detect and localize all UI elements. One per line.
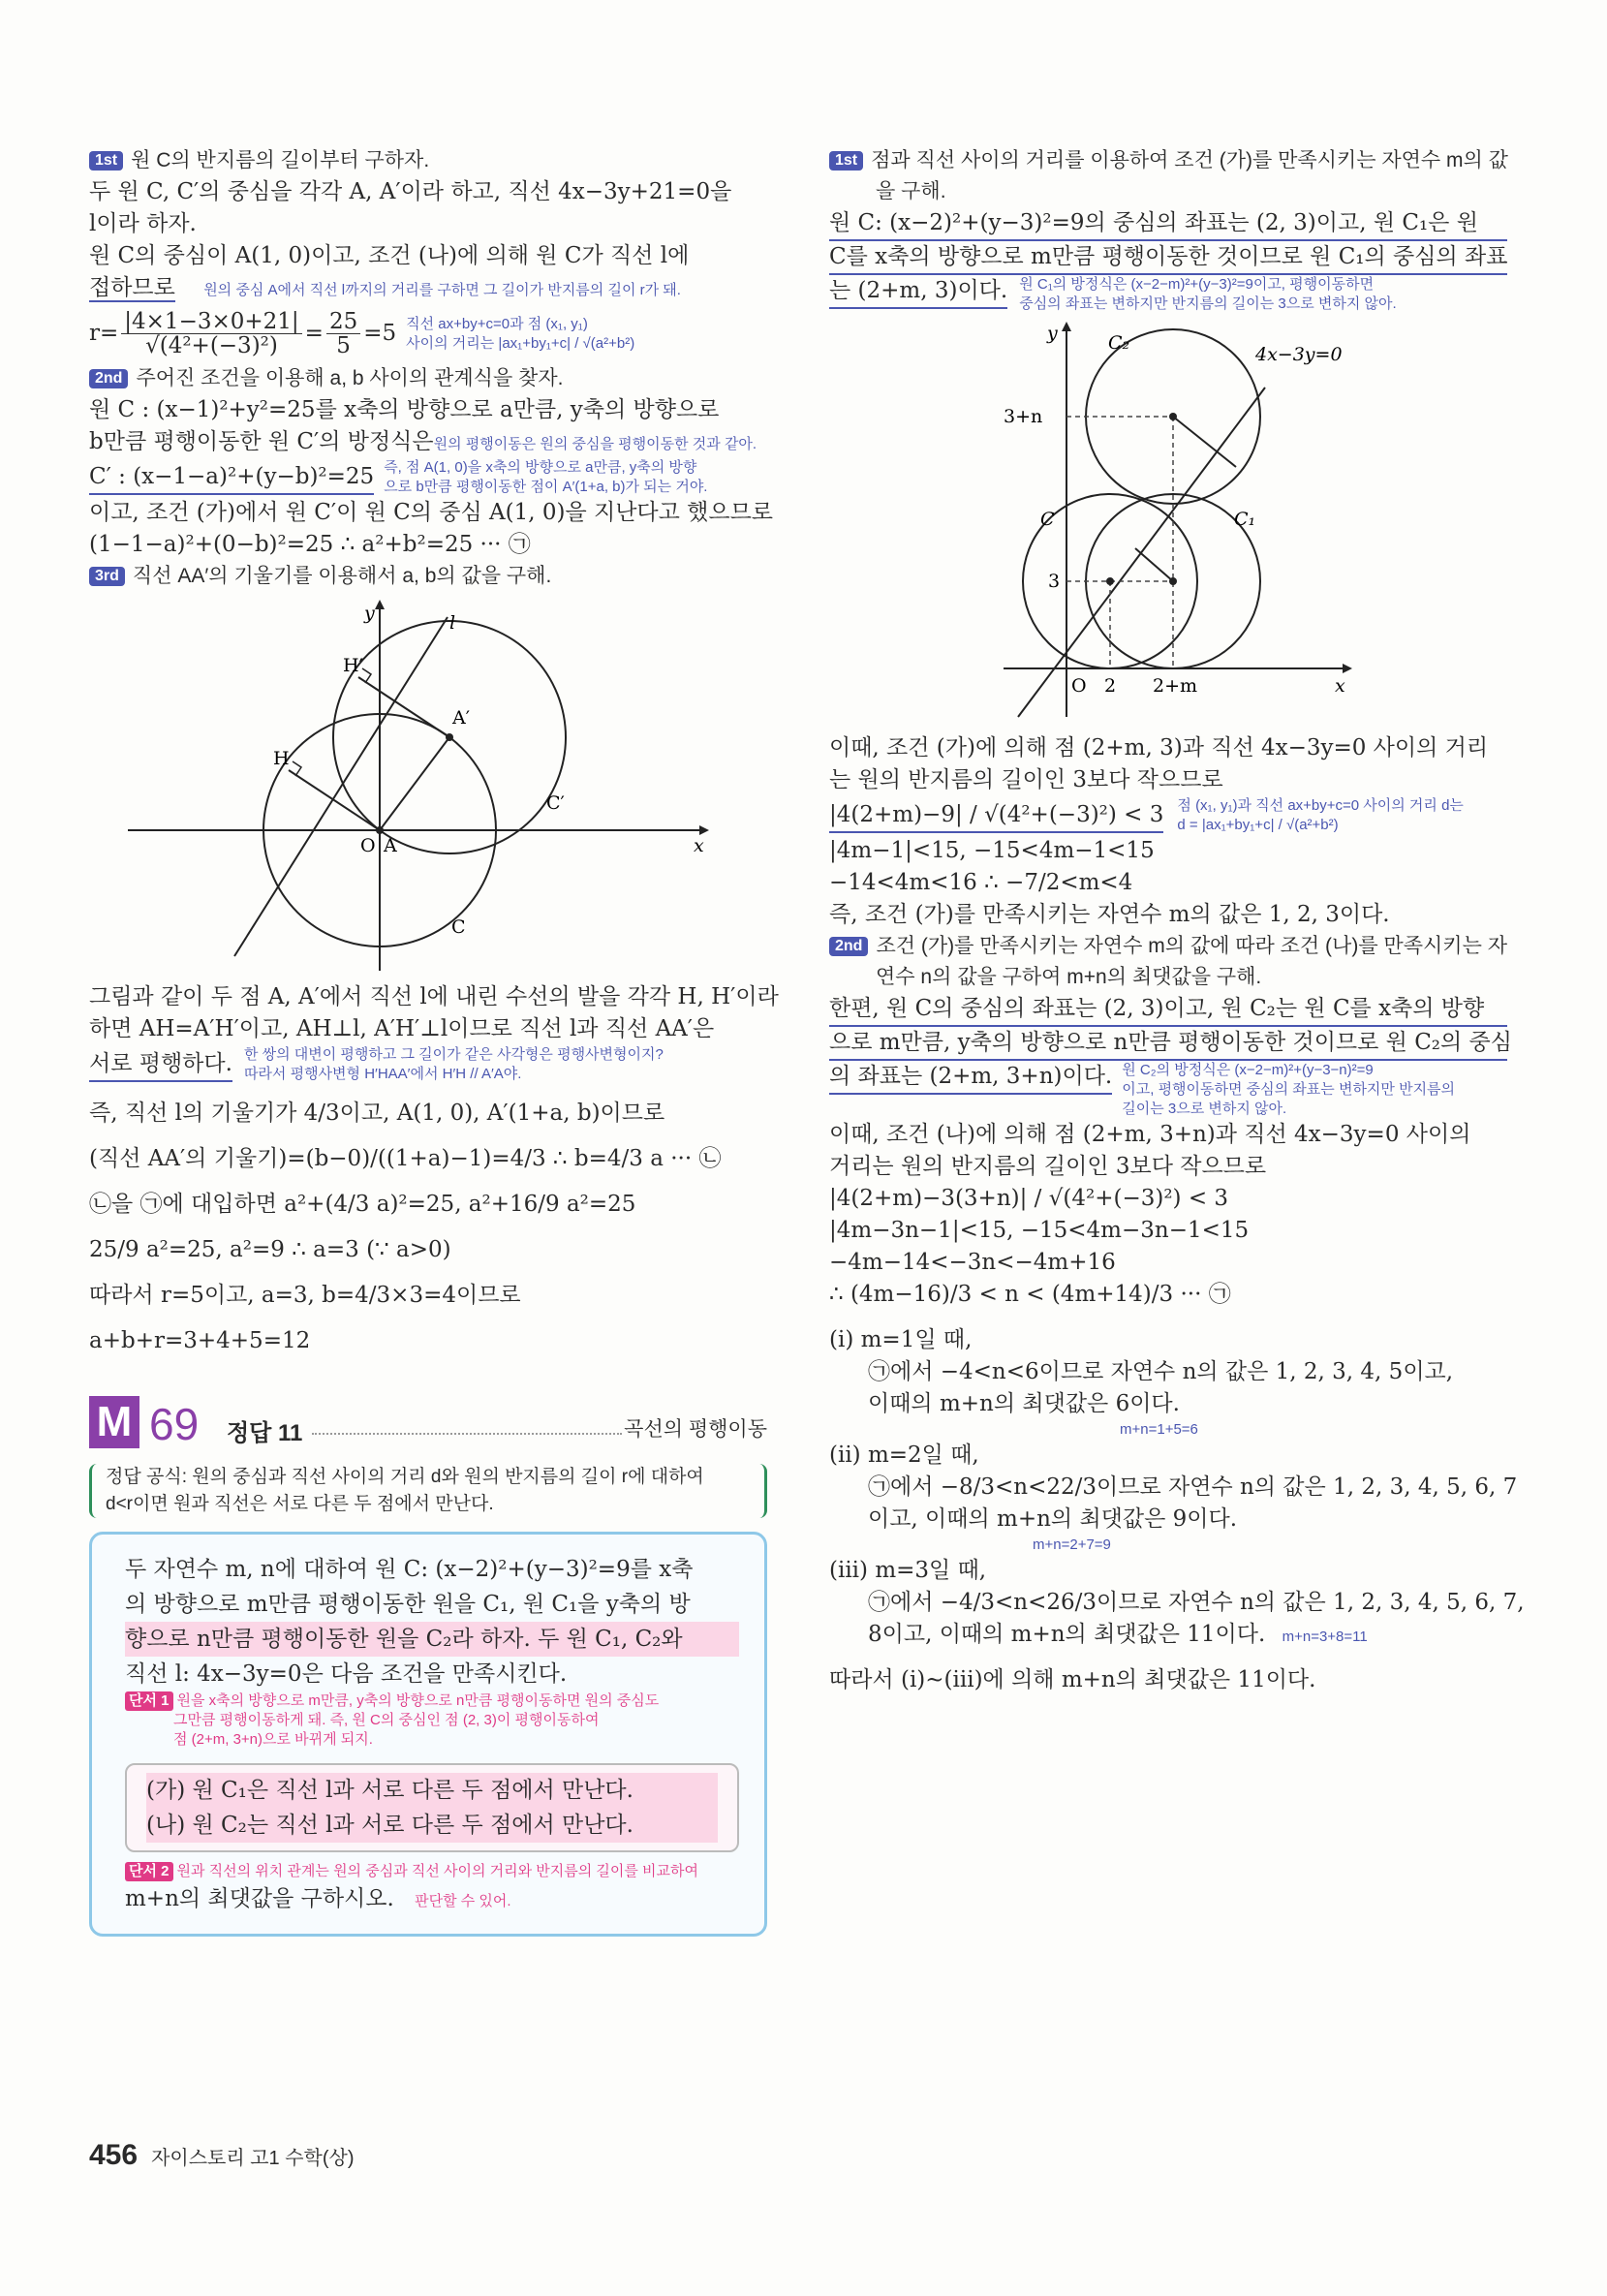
text-line xyxy=(89,272,767,304)
denominator: √(4²+(−3)²) xyxy=(145,333,278,358)
text-line: −4m−14<−3n<−4m+16 xyxy=(829,1250,1116,1275)
question-text: m+n의 최댓값을 구하시오. xyxy=(125,1886,394,1911)
point-a-prime xyxy=(446,733,453,741)
text-line: ㉠에서 −4/3<n<26/3이므로 자연수 n의 값은 1, 2, 3, 4, 5, 6, 7, xyxy=(868,1590,1525,1615)
text-line: ∴ (4m−16)/3 < n < (4m+14)/3 ··· ㉠ xyxy=(829,1282,1231,1307)
x-axis-arrow xyxy=(699,825,709,835)
m-box: M xyxy=(89,1396,139,1448)
right-figure xyxy=(829,320,1507,727)
c-label: C xyxy=(1040,509,1055,530)
underlined-text: 한편, 원 C의 중심의 좌표는 (2, 3)이고, 원 C₂는 원 C를 x축의 방향 xyxy=(829,993,1507,1027)
text-line xyxy=(829,275,1507,314)
text-line: 이때, 조건 (가)에 의해 점 (2+m, 3)과 직선 4x−3y=0 사이의 거리 xyxy=(829,735,1489,760)
step-badge: 1st xyxy=(829,151,863,171)
underlined-text: 의 좌표는 (2+m, 3+n)이다. xyxy=(829,1061,1112,1095)
formula-text: = xyxy=(304,321,324,346)
text-line xyxy=(829,1619,1507,1651)
underlined-text: 는 (2+m, 3)이다. xyxy=(829,275,1007,309)
c-prime-label: C′ xyxy=(546,792,565,814)
problem-line: 두 자연수 m, n에 대하여 원 C: (x−2)²+(y−3)²=9를 x축 xyxy=(125,1557,694,1582)
hint-text: 원을 x축의 방향으로 m만큼, y축의 방향으로 n만큼 평행이동하면 원의 중심도 xyxy=(176,1692,660,1709)
step-title: 을 구해. xyxy=(876,180,946,202)
c2-label: C₂ xyxy=(1108,332,1130,354)
underlined-text: 서로 평행하다. xyxy=(89,1048,232,1082)
text-line: ㉡을 ㉠에 대입하면 a²+(4/3 a)²=25, a²+16/9 a²=25 xyxy=(89,1192,636,1217)
text-line: 즉, 직선 l의 기울기가 4/3이고, A(1, 0), A′(1+a, b)이므로 xyxy=(89,1101,665,1126)
fraction xyxy=(326,310,360,357)
step-title: 직선 AA′의 기울기를 이용해서 a, b의 값을 구해. xyxy=(132,565,552,587)
underlined-text: C를 x축의 방향으로 m만큼 평행이동한 것이므로 원 C₁의 중심의 좌표 xyxy=(829,241,1507,275)
fraction xyxy=(121,310,301,357)
note-line: 직선 ax+by+c=0과 점 (x₁, y₁) xyxy=(406,315,588,332)
text-line: 거리는 원의 반지름의 길이인 3보다 작으므로 xyxy=(829,1154,1267,1179)
segment-aa-prime xyxy=(380,737,449,830)
formula-line: d<r이면 원과 직선은 서로 다른 두 점에서 만난다. xyxy=(106,1494,494,1514)
side-note xyxy=(384,458,707,497)
hint-text: 그만큼 평행이동하게 돼. 즉, 원 C의 중심인 점 (2, 3)이 평행이동하여 xyxy=(173,1712,600,1728)
section-name: 곡선의 평행이동 xyxy=(624,1418,767,1441)
y-axis-arrow xyxy=(375,600,385,609)
left-column xyxy=(89,145,779,1937)
side-note xyxy=(406,315,634,354)
step-2-heading xyxy=(829,931,1507,962)
text-line: l이라 하자. xyxy=(89,211,197,236)
step-3-heading xyxy=(89,561,767,592)
text-line: |4(2+m)−3(3+n)| / √(4²+(−3)²) < 3 xyxy=(829,1186,1229,1211)
step-badge: 3rd xyxy=(89,567,125,586)
text-line: ㉠에서 −4<n<6이므로 자연수 n의 값은 1, 2, 3, 4, 5이고, xyxy=(868,1359,1454,1384)
step-badge: 2nd xyxy=(829,937,868,956)
hint-text: 원과 직선의 위치 관계는 원의 중심과 직선 사이의 거리와 반지름의 길이를 비교하여 xyxy=(176,1863,699,1879)
y-axis-arrow xyxy=(1062,322,1071,331)
text-line: |4m−1|<15, −15<4m−1<15 xyxy=(829,838,1155,863)
text-line xyxy=(89,1045,767,1084)
note-line: 원 C₂의 방정식은 (x−2−m)²+(y−3−n)²=9 xyxy=(1122,1062,1374,1078)
problem-line xyxy=(125,1881,739,1916)
hint-text: 점 (2+m, 3+n)으로 바뀌게 되지. xyxy=(173,1731,373,1748)
center-c xyxy=(1106,577,1114,585)
h-prime-label: H′ xyxy=(343,655,363,676)
origin-label: O xyxy=(1071,675,1087,697)
step-2-heading xyxy=(89,363,767,394)
note-line: 길이는 3으로 변하지 않아. xyxy=(1122,1101,1287,1117)
center-c2 xyxy=(1169,413,1177,420)
text-line: (1−1−a)²+(0−b)²=25 ∴ a²+b²=25 ··· ㉠ xyxy=(89,532,531,557)
conditions-box xyxy=(125,1763,739,1852)
step-title: 점과 직선 사이의 거리를 이용하여 조건 (가)를 만족시키는 자연수 m의 값 xyxy=(871,149,1508,171)
step-title: 연수 n의 값을 구하여 m+n의 최댓값을 구해. xyxy=(876,966,1262,988)
underlined-text: 원 C: (x−2)²+(y−3)²=9의 중심의 좌표는 (2, 3)이고, 원 C₁은 원 xyxy=(829,207,1507,241)
right-column xyxy=(829,145,1525,1696)
numerator: 25 xyxy=(326,310,360,334)
a-label: A xyxy=(384,835,397,856)
equation: C′ : (x−1−a)²+(y−b)²=25 xyxy=(89,461,374,495)
text-line: a+b+r=3+4+5=12 xyxy=(89,1328,311,1353)
problem-box xyxy=(89,1532,767,1937)
problem-line: 향으로 n만큼 평행이동한 원을 C₂라 하자. 두 원 C₁, C₂와 xyxy=(125,1622,739,1657)
text-line: 이때의 m+n의 최댓값은 6이다. xyxy=(868,1391,1180,1416)
case-heading: (ii) m=2일 때, xyxy=(829,1443,979,1468)
note-line: 으로 b만큼 평행이동한 점이 A′(1+a, b)가 되는 거야. xyxy=(384,479,708,495)
point-a xyxy=(376,826,384,834)
tick-2-plus-m: 2+m xyxy=(1153,675,1198,697)
answer: 정답 11 xyxy=(227,1420,303,1446)
key-formula xyxy=(89,1464,767,1518)
text-line: −14<4m<16 ∴ −7/2<m<4 xyxy=(829,870,1133,895)
origin-label: O xyxy=(360,835,376,856)
x-label: x xyxy=(694,835,704,856)
problem-header xyxy=(89,1396,767,1454)
note-line: 사이의 거리는 |ax₁+by₁+c| / √(a²+b²) xyxy=(406,334,635,352)
text-line: 그림과 같이 두 점 A, A′에서 직선 l에 내린 수선의 발을 각각 H, H′이라 xyxy=(89,984,779,1009)
tick-2: 2 xyxy=(1104,675,1117,697)
numerator: |4×1−3×0+21| xyxy=(121,310,301,334)
y-label: y xyxy=(1047,323,1058,344)
side-note: 원의 중심 A에서 직선 l까지의 거리를 구하면 그 길이가 반지름의 길이 r가 돼. xyxy=(203,282,681,298)
text-line: 이고, 조건 (가)에서 원 C′이 원 C의 중심 A(1, 0)을 지난다고 했으므로 xyxy=(89,500,774,525)
text-line: 두 원 C, C′의 중심을 각각 A, A′이라 하고, 직선 4x−3y+21=0을 xyxy=(89,179,732,204)
denominator: 5 xyxy=(336,333,351,358)
line-label: 4x−3y=0 xyxy=(1255,344,1343,365)
hint-tag: 단서 1 xyxy=(125,1691,173,1711)
text: 8이고, 이때의 m+n의 최댓값은 11이다. xyxy=(868,1622,1266,1647)
text-line: 이때, 조건 (나)에 의해 점 (2+m, 3+n)과 직선 4x−3y=0 사이의 xyxy=(829,1122,1471,1147)
side-note xyxy=(1177,796,1464,835)
note-line: 점 (x₁, y₁)과 직선 ax+by+c=0 사이의 거리 d는 xyxy=(1177,797,1464,814)
h-label: H xyxy=(273,748,290,769)
side-note: 원의 평행이동은 원의 중심을 평행이동한 것과 같아. xyxy=(433,436,757,452)
condition-ga: (가) 원 C₁은 직선 l과 서로 다른 두 점에서 만난다. xyxy=(146,1773,718,1808)
problem-number: 69 xyxy=(149,1399,200,1449)
step-1-heading xyxy=(89,145,767,176)
step-badge: 2nd xyxy=(89,369,128,388)
case-heading: (i) m=1일 때, xyxy=(829,1327,973,1352)
problem-line: 의 방향으로 m만큼 평행이동한 원을 C₁, 원 C₁을 y축의 방 xyxy=(125,1592,691,1617)
step-title: 주어진 조건을 이용해 a, b 사이의 관계식을 찾자. xyxy=(136,367,564,389)
side-note: m+n=3+8=11 xyxy=(1282,1629,1368,1645)
note-line: 이고, 평행이동하면 중심의 좌표는 변하지만 반지름의 xyxy=(1122,1081,1456,1098)
note-line: 중심의 좌표는 변하지만 반지름의 길이는 3으로 변하지 않아. xyxy=(1019,295,1397,312)
text: b만큼 평행이동한 원 C′의 방정식은 xyxy=(89,429,434,454)
page-footer xyxy=(89,2139,355,2172)
note-line: 즉, 점 A(1, 0)을 x축의 방향으로 a만큼, y축의 방향 xyxy=(384,459,697,476)
formula-text: =5 xyxy=(363,321,397,346)
perpendicular-c1 xyxy=(1135,548,1173,581)
text-line: 원 C : (x−1)²+y²=25를 x축의 방향으로 a만큼, y축의 방향으로 xyxy=(89,397,720,422)
note-line: 원 C₁의 방정식은 (x−2−m)²+(y−3)²=9이고, 평행이동하면 xyxy=(1019,276,1375,293)
page-number: 456 xyxy=(89,2139,139,2171)
note-line: 따라서 평행사변형 H′HAA′에서 H′H // A′A야. xyxy=(243,1066,522,1082)
c-label: C xyxy=(451,916,466,938)
hint-1 xyxy=(125,1691,739,1711)
text-line xyxy=(829,1061,1507,1119)
step-title: 원 C의 반지름의 길이부터 구하자. xyxy=(131,149,430,171)
text-line: 따라서 r=5이고, a=3, b=4/3×3=4이므로 xyxy=(89,1283,521,1308)
side-note: m+n=2+7=9 xyxy=(1033,1536,1111,1553)
inequality: |4(2+m)−9| / √(4²+(−3)²) < 3 xyxy=(829,799,1163,833)
center-c1 xyxy=(1169,577,1177,585)
book-title: 자이스토리 고1 수학(상) xyxy=(151,2148,355,2169)
side-note xyxy=(1019,275,1396,314)
left-figure xyxy=(89,598,709,976)
text-line: |4m−3n−1|<15, −15<4m−3n−1<15 xyxy=(829,1218,1250,1243)
text-line: 이고, 이때의 m+n의 최댓값은 9이다. xyxy=(868,1506,1238,1532)
step-badge: 1st xyxy=(89,151,123,171)
formula-line: 정답 공식: 원의 중심과 직선 사이의 거리 d와 원의 반지름의 길이 r에 대하여 xyxy=(106,1467,704,1487)
step-title: 조건 (가)를 만족시키는 자연수 m의 값에 따라 조건 (나)를 만족시키는 자 xyxy=(876,935,1507,957)
perpendicular-c2 xyxy=(1173,417,1236,467)
note-line: d = |ax₁+by₁+c| / √(a²+b²) xyxy=(1177,817,1339,833)
x-axis-arrow xyxy=(1343,664,1352,673)
conclusion: 따라서 (i)∼(iii)에 의해 m+n의 최댓값은 11이다. xyxy=(829,1667,1316,1692)
formula-text: r= xyxy=(89,321,119,346)
text-line xyxy=(829,796,1507,835)
step-1-heading xyxy=(829,145,1507,176)
y-label: y xyxy=(364,603,375,624)
a-prime-label: A′ xyxy=(452,707,471,729)
note-line: 한 쌍의 대변이 평행하고 그 길이가 같은 사각형은 평행사변형이지? xyxy=(243,1046,664,1063)
text-line: 는 원의 반지름의 길이인 3보다 작으므로 xyxy=(829,767,1223,792)
hint-tag: 단서 2 xyxy=(125,1862,173,1881)
text-line: (직선 AA′의 기울기)=(b−0)/((1+a)−1)=4/3 ∴ b=4/3 a ··· ㉡ xyxy=(89,1146,722,1171)
radius-formula xyxy=(89,310,767,357)
tick-3-plus-n: 3+n xyxy=(1004,406,1043,427)
x-label: x xyxy=(1335,675,1345,697)
case-heading: (iii) m=3일 때, xyxy=(829,1558,987,1583)
text-line: ㉠에서 −8/3<n<22/3이므로 자연수 n의 값은 1, 2, 3, 4, 5, 6, 7 xyxy=(868,1474,1518,1500)
text-line xyxy=(89,426,767,458)
text-line: 즉, 조건 (가)를 만족시키는 자연수 m의 값은 1, 2, 3이다. xyxy=(829,902,1390,927)
text-line: 25/9 a²=25, a²=9 ∴ a=3 (∵ a>0) xyxy=(89,1237,451,1262)
segment-ah xyxy=(289,770,380,830)
translated-circle-equation xyxy=(89,458,767,497)
condition-na: (나) 원 C₂는 직선 l과 서로 다른 두 점에서 만난다. xyxy=(146,1808,718,1843)
side-note: m+n=1+5=6 xyxy=(1120,1421,1198,1438)
hint-2 xyxy=(125,1862,739,1881)
c1-label: C₁ xyxy=(1234,509,1256,530)
side-note xyxy=(244,1045,664,1084)
side-note xyxy=(1122,1061,1455,1119)
underlined-text: 접하므로 xyxy=(89,275,175,300)
dot-leader xyxy=(312,1433,622,1435)
text-line: 원 C의 중심이 A(1, 0)이고, 조건 (나)에 의해 원 C가 직선 l에 xyxy=(89,243,690,268)
hint-text: 판단할 수 있어. xyxy=(415,1893,511,1909)
tick-3: 3 xyxy=(1048,571,1061,592)
l-label: l xyxy=(449,612,456,634)
problem-line: 직선 l: 4x−3y=0은 다음 조건을 만족시킨다. xyxy=(125,1661,568,1687)
underlined-text: 으로 m만큼, y축의 방향으로 n만큼 평행이동한 것이므로 원 C₂의 중심 xyxy=(829,1027,1507,1061)
text-line: 하면 AH=A′H′이고, AH⊥l, A′H′⊥l이므로 직선 l과 직선 AA′은 xyxy=(89,1016,715,1041)
line-l xyxy=(234,617,448,956)
